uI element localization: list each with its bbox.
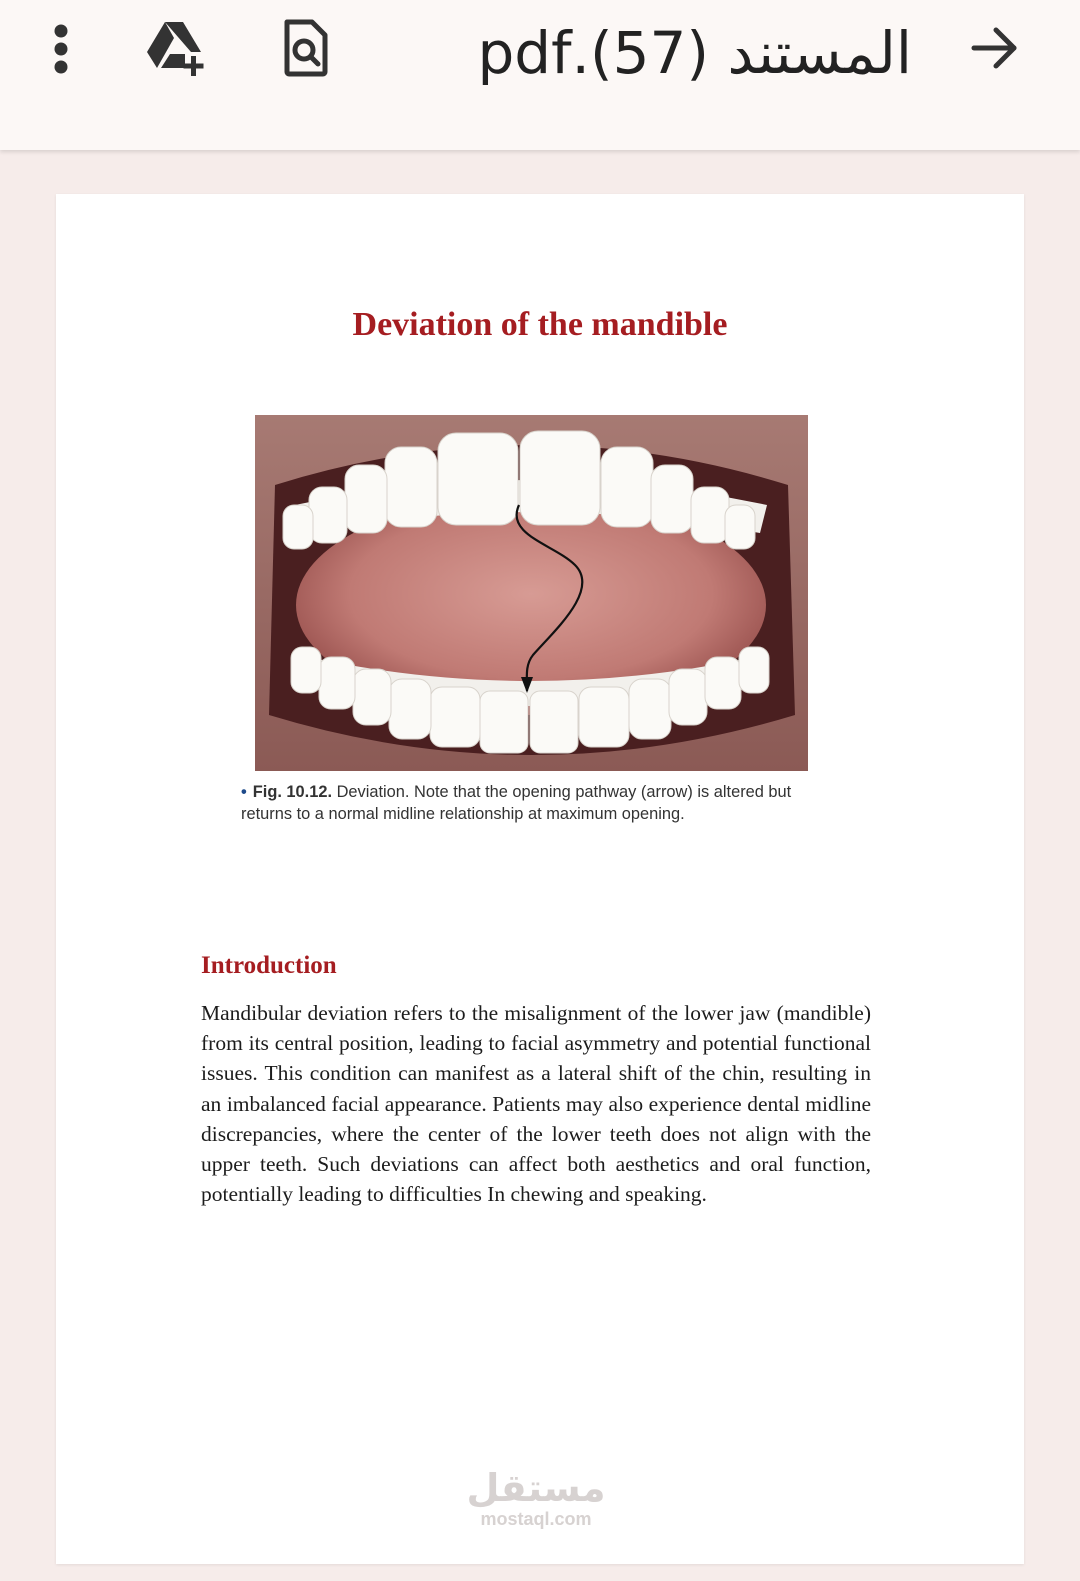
pdf-page [56,194,1024,1564]
find-in-document-button[interactable] [276,14,336,82]
document-title: المستند (57).pdf [477,19,912,87]
back-button[interactable] [962,16,1028,80]
caption-text: Deviation. Note that the opening pathway (arrow) is altered but returns to a normal midline relationship at maximum opening. [241,783,792,823]
more-vertical-icon [51,23,71,75]
top-toolbar [0,0,1080,150]
more-options-button[interactable] [40,20,82,78]
document-search-icon [282,18,330,78]
watermark [456,1467,616,1529]
body-paragraph: Mandibular deviation refers to the misalignment of the lower jaw (mandible) from its central position, leading to facial asymmetry and potential functional issues. This condition can manifest as a lateral shift of the chin, resulting in an imbalanced facial appearance. Patients may also experience dental midline discrepancies, where the center of the lower teeth does not align with the upper teeth. Such deviations can affect both aesthetics and oral function, potentially leading to difficulties In chewing and speaking. [201,1001,871,1207]
watermark-latin: mostaql.com [480,1509,592,1529]
figure-caption [241,781,841,825]
figure-image [255,415,808,771]
page-heading: Deviation of the mandible [352,306,728,343]
add-to-drive-button[interactable] [140,14,212,82]
watermark-arabic: مستقل [466,1466,606,1510]
section-title: Introduction [201,952,337,979]
arrow-icon [970,26,1020,70]
drive-add-icon [143,18,209,78]
caption-label: Fig. 10.12. [252,783,333,801]
caption-bullet: • [241,783,247,801]
mouth-photo [255,415,808,771]
